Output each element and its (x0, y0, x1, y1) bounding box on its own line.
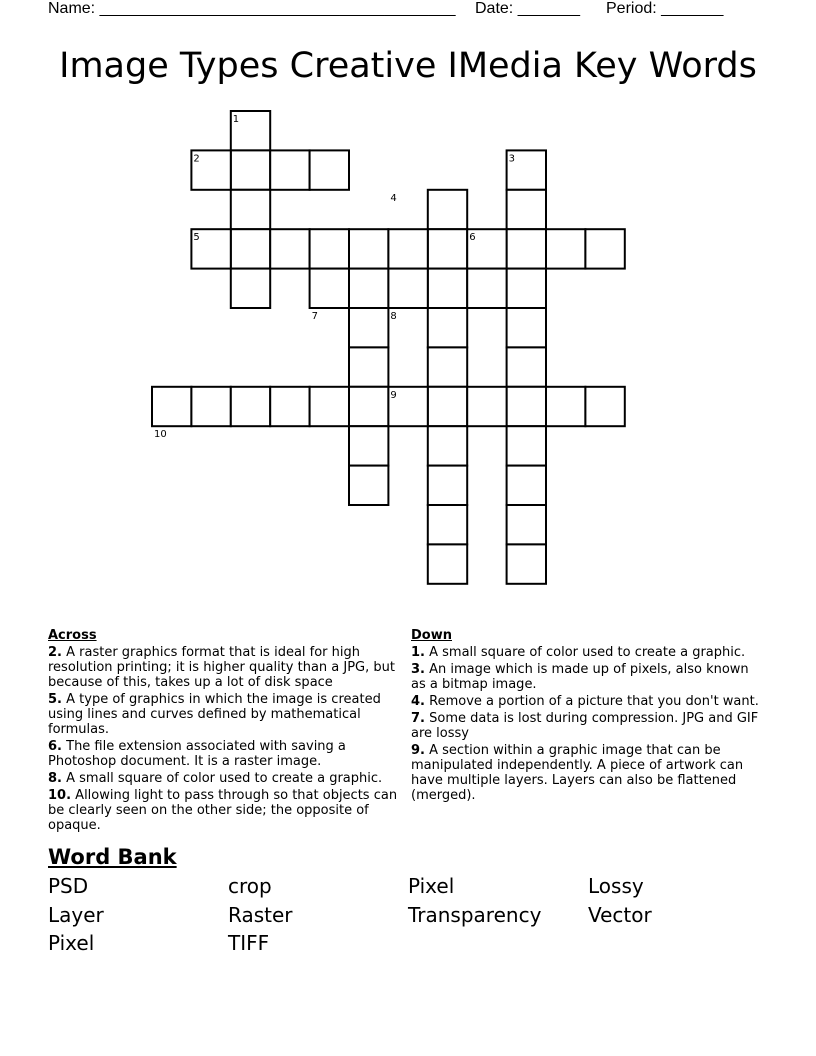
word-bank-heading: Word Bank (48, 845, 177, 869)
word-bank-item: Pixel (408, 874, 455, 898)
grid-cell[interactable] (428, 426, 467, 465)
grid-cell[interactable] (507, 387, 546, 426)
word-bank-item: TIFF (228, 931, 270, 955)
cell-number: 2 (193, 153, 200, 165)
grid-cell[interactable] (507, 308, 546, 347)
grid-cell[interactable] (428, 269, 467, 308)
across-clue (48, 692, 404, 737)
down-clue (411, 711, 761, 741)
grid-cell[interactable] (467, 387, 506, 426)
grid-cell[interactable] (349, 466, 388, 505)
clue-number: 7. (411, 711, 425, 726)
clue-text: An image which is made up of pixels, also known as a bitmap image. (411, 662, 749, 692)
grid-cell[interactable] (428, 544, 467, 583)
clue-text: A raster graphics format that is ideal for high resolution printing; it is higher quality than a JPG, but because of this, takes up a lot of disk space (48, 645, 395, 690)
grid-cell[interactable] (310, 387, 349, 426)
grid-cell[interactable] (349, 308, 388, 347)
grid-cell[interactable] (388, 229, 427, 268)
page-title: Image Types Creative IMedia Key Words (59, 46, 757, 86)
down-clue (411, 743, 761, 803)
cell-number: 10 (154, 429, 167, 441)
clue-text: Remove a portion of a picture that you don't want. (429, 694, 759, 709)
grid-cell[interactable] (231, 229, 270, 268)
grid-cell[interactable] (507, 466, 546, 505)
across-clues (48, 628, 404, 835)
name-field: Name: ________________________________________ (48, 0, 456, 17)
grid-cell[interactable] (428, 190, 467, 229)
clue-number: 1. (411, 645, 425, 660)
grid-cell[interactable] (231, 269, 270, 308)
grid-cell[interactable] (349, 387, 388, 426)
word-bank-item: Layer (48, 903, 104, 927)
word-bank-item: Vector (588, 903, 652, 927)
clue-text: The file extension associated with saving a Photoshop document. It is a raster image. (48, 739, 346, 769)
grid-cell[interactable] (428, 466, 467, 505)
clue-text: A section within a graphic image that can be manipulated independently. A piece of artwork can have multiple layers. Layers can also be flattened (merged). (411, 743, 744, 803)
down-clue (411, 645, 761, 660)
grid-cell[interactable] (349, 269, 388, 308)
clue-number: 5. (48, 692, 62, 707)
across-heading: Across (48, 628, 97, 643)
grid-cell[interactable] (310, 269, 349, 308)
down-heading: Down (411, 628, 452, 643)
grid-cell[interactable] (585, 229, 624, 268)
clue-number: 2. (48, 645, 62, 660)
grid-cell[interactable] (231, 150, 270, 189)
grid-cell[interactable] (152, 387, 191, 426)
down-clue (411, 662, 761, 692)
word-bank-item: PSD (48, 874, 89, 898)
grid-cell[interactable] (349, 347, 388, 386)
grid-cell[interactable] (507, 347, 546, 386)
word-bank-item: crop (228, 874, 272, 898)
clue-number: 8. (48, 771, 62, 786)
period-field: Period: _______ (606, 0, 724, 17)
across-clue (48, 771, 404, 786)
grid-cell[interactable] (428, 505, 467, 544)
grid-cell[interactable] (585, 387, 624, 426)
grid-cell[interactable] (349, 426, 388, 465)
grid-cell[interactable] (388, 269, 427, 308)
grid-cell[interactable] (428, 387, 467, 426)
grid-cell[interactable] (270, 229, 309, 268)
date-field: Date: _______ (475, 0, 580, 17)
grid-cell[interactable] (270, 150, 309, 189)
clue-text: Some data is lost during compression. JPG and GIF are lossy (411, 711, 759, 741)
word-bank-item: Transparency (408, 903, 542, 927)
grid-cell[interactable] (507, 544, 546, 583)
down-clue (411, 694, 761, 709)
clue-number: 6. (48, 739, 62, 754)
cell-number: 9 (390, 389, 397, 401)
grid-cell[interactable] (428, 308, 467, 347)
cell-number: 5 (193, 232, 200, 244)
cell-number: 4 (390, 192, 397, 204)
clue-number: 4. (411, 694, 425, 709)
cell-number: 1 (232, 114, 240, 125)
clue-number: 3. (411, 662, 425, 677)
grid-cell[interactable] (507, 229, 546, 268)
clue-text: A small square of color used to create a graphic. (429, 645, 746, 660)
clue-text: A small square of color used to create a graphic. (66, 771, 383, 786)
grid-cell[interactable] (191, 387, 230, 426)
down-clues (411, 628, 761, 805)
grid-cell[interactable] (507, 269, 546, 308)
grid-cell[interactable] (507, 505, 546, 544)
grid-cell[interactable] (507, 426, 546, 465)
word-bank-item: Raster (228, 903, 293, 927)
grid-cell[interactable] (507, 190, 546, 229)
cell-number: 6 (469, 232, 476, 244)
across-clue (48, 645, 404, 690)
grid-cell[interactable] (428, 347, 467, 386)
cell-number: 3 (508, 153, 515, 165)
grid-cell[interactable] (310, 229, 349, 268)
grid-cell[interactable] (428, 229, 467, 268)
across-clue (48, 739, 404, 769)
grid-cell[interactable] (546, 387, 585, 426)
cell-number: 8 (390, 311, 397, 322)
grid-cell[interactable] (349, 229, 388, 268)
clue-text: A type of graphics in which the image is created using lines and curves defined by mathematical formulas. (48, 692, 381, 737)
clue-text: Allowing light to pass through so that objects can be clearly seen on the other side; the opposite of opaque. (48, 788, 398, 833)
cell-number: 7 (311, 311, 318, 322)
grid-cell[interactable] (231, 190, 270, 229)
grid-cell[interactable] (467, 269, 506, 308)
grid-cell[interactable] (231, 387, 270, 426)
across-clue (48, 788, 404, 833)
clue-number: 10. (48, 788, 72, 803)
grid-cell[interactable] (270, 387, 309, 426)
word-bank-item: Pixel (48, 931, 95, 955)
clue-number: 9. (411, 743, 425, 758)
grid-cell[interactable] (310, 150, 349, 189)
word-bank-item: Lossy (588, 874, 644, 898)
grid-cell[interactable] (546, 229, 585, 268)
